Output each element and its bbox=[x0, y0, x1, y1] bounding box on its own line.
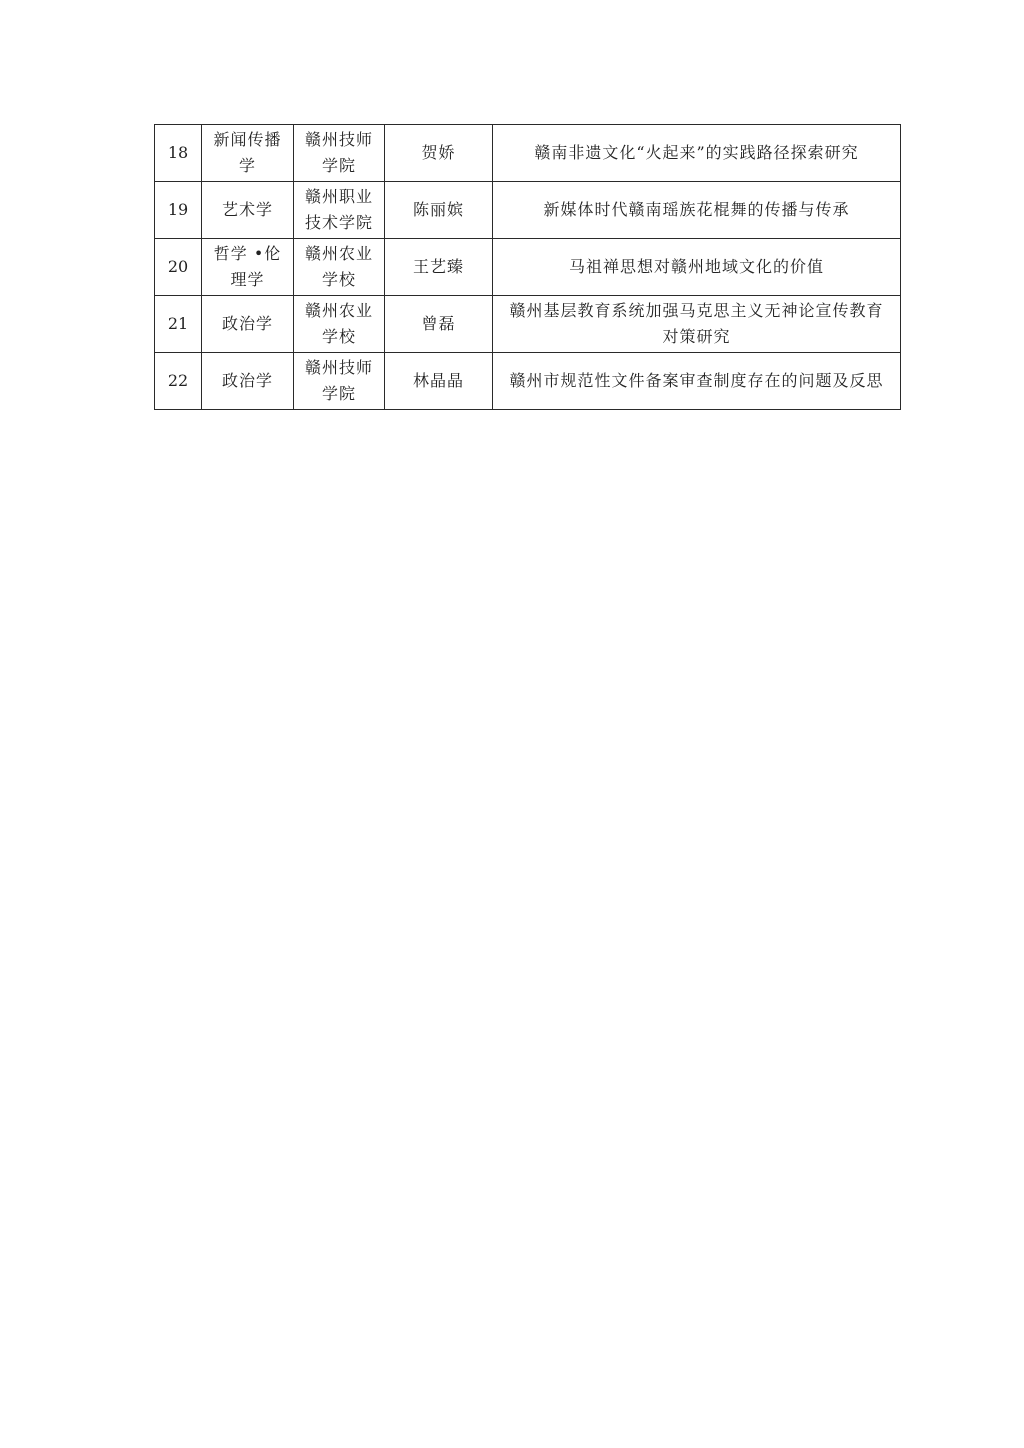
applicant-name-cell: 曾磊 bbox=[385, 296, 493, 353]
applicant-name-cell: 王艺臻 bbox=[385, 239, 493, 296]
project-title-cell: 马祖禅思想对赣州地域文化的价值 bbox=[493, 239, 901, 296]
row-number-cell: 21 bbox=[155, 296, 202, 353]
discipline-cell: 政治学 bbox=[202, 296, 294, 353]
table-row bbox=[155, 353, 901, 410]
discipline-cell: 艺术学 bbox=[202, 182, 294, 239]
project-title-cell: 赣州基层教育系统加强马克思主义无神论宣传教育对策研究 bbox=[493, 296, 901, 353]
project-title-cell: 赣南非遗文化“火起来”的实践路径探索研究 bbox=[493, 125, 901, 182]
table-row bbox=[155, 182, 901, 239]
applicant-name-cell: 贺娇 bbox=[385, 125, 493, 182]
applicant-name-cell: 林晶晶 bbox=[385, 353, 493, 410]
institution-cell: 赣州农业学校 bbox=[294, 296, 385, 353]
project-table bbox=[154, 124, 901, 410]
institution-cell: 赣州技师学院 bbox=[294, 353, 385, 410]
discipline-cell: 新闻传播学 bbox=[202, 125, 294, 182]
table-row bbox=[155, 239, 901, 296]
table-row bbox=[155, 296, 901, 353]
row-number-cell: 18 bbox=[155, 125, 202, 182]
project-title-cell: 新媒体时代赣南瑶族花棍舞的传播与传承 bbox=[493, 182, 901, 239]
discipline-cell: 哲学 •伦理学 bbox=[202, 239, 294, 296]
row-number-cell: 22 bbox=[155, 353, 202, 410]
row-number-cell: 20 bbox=[155, 239, 202, 296]
applicant-name-cell: 陈丽嫔 bbox=[385, 182, 493, 239]
institution-cell: 赣州职业技术学院 bbox=[294, 182, 385, 239]
table-row bbox=[155, 125, 901, 182]
discipline-cell: 政治学 bbox=[202, 353, 294, 410]
institution-cell: 赣州农业学校 bbox=[294, 239, 385, 296]
institution-cell: 赣州技师学院 bbox=[294, 125, 385, 182]
project-title-cell: 赣州市规范性文件备案审查制度存在的问题及反思 bbox=[493, 353, 901, 410]
row-number-cell: 19 bbox=[155, 182, 202, 239]
